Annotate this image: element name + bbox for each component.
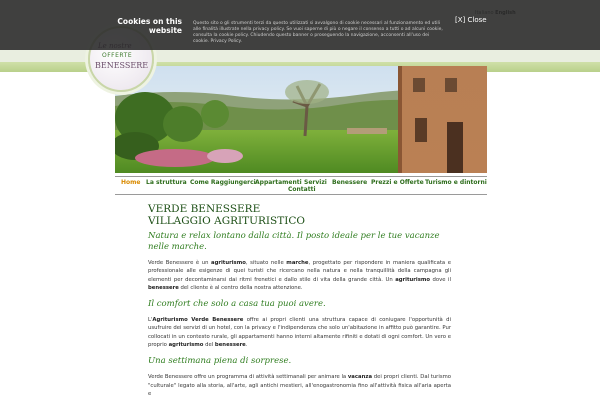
nav-item-appartamenti[interactable]: Appartamenti [255, 179, 302, 186]
nav-item-come-raggiungerci[interactable]: Come Raggiungerci [190, 179, 256, 186]
nav-item-contatti[interactable]: Contatti [288, 186, 316, 193]
nav-item-turismo-e-dintorni[interactable]: Turismo e dintorni [425, 179, 487, 186]
comfort-heading: Il comfort che solo a casa tua puoi avere. [148, 299, 326, 310]
page-title-line-2: VILLAGGIO AGRITURISTICO [148, 215, 306, 227]
logo-line-2: OFFERTE [102, 52, 133, 59]
main-content [148, 203, 451, 398]
nav-item-home[interactable]: Home [121, 179, 141, 186]
intro-paragraph: Verde Benessere è un agriturismo, situato nelle marche, progettato per rispondere in maniera qualificata e professionale alle esigenze di quei turisti che ricercano nella natura e nella tranquillità della campagna gli elementi per decontaminarsi dai ritmi frenetici e dallo stile di vita della grande città. Un agriturismo dove il benessere del cliente è al centro della nostra attenzione. [148, 260, 451, 291]
week-heading: Una settimana piena di sorprese. [148, 356, 292, 367]
cookie-banner [0, 0, 600, 50]
week-paragraph: Verde Benessere offre un programma di attività settimanali per animare la vacanza dei propri clienti. Dal turismo "culturale" legato alla storia, all'arte, agli antichi mestieri, all'enogastronomia fino all'attività fisica all'aria aperta e [148, 374, 451, 397]
logo-line-3: BENESSERE [95, 61, 149, 70]
nav-bottom-divider [115, 194, 487, 195]
cookie-close-button[interactable]: [X] Close [455, 16, 487, 24]
nav-item-prezzi-e-offerte[interactable]: Prezzi e Offerte [371, 179, 424, 186]
cookie-banner-title: Cookies on this website [117, 17, 182, 35]
page-title [148, 203, 451, 227]
page-title-line-1: VERDE BENESSERE [148, 203, 261, 215]
landscape-photo-image [115, 66, 487, 173]
comfort-paragraph: L'Agriturismo Verde Benessere offre ai propri clienti una struttura capace di coniugare l'opportunità di usufruire dei servizi di un hotel, con la privacy e l'indipendenza che solo un'abitazione in affitto può garantire. Pur collocati in un contesto rurale, gli appartamenti hanno interni altamente rifiniti e dotati di ogni comfort. Un vero e proprio agriturismo del benessere. [148, 317, 451, 349]
nav-item-benessere[interactable]: Benessere [332, 179, 368, 186]
page-subtitle: Natura e relax lontano dalla città. Il posto ideale per le tue vacanze nelle marche. [148, 231, 440, 252]
nav-item-la-struttura[interactable]: La struttura [146, 179, 187, 186]
header-photo [115, 66, 487, 173]
nav-top-divider [115, 176, 487, 177]
nav-item-servizi[interactable]: Servizi [304, 179, 327, 186]
cookie-banner-text: Questo sito o gli strumenti terzi da questo utilizzati si avvalgono di cookie necessari al funzionamento ed utili alle finalità illustrate nella privacy policy. Se vuoi saperne di più o negare il consenso a tutti o ad alcuni cookie, consulta la cookie policy. Chiudendo questo banner o proseguendo la navigazione, acconsenti all'uso dei cookie. Privacy Policy. [193, 21, 443, 44]
